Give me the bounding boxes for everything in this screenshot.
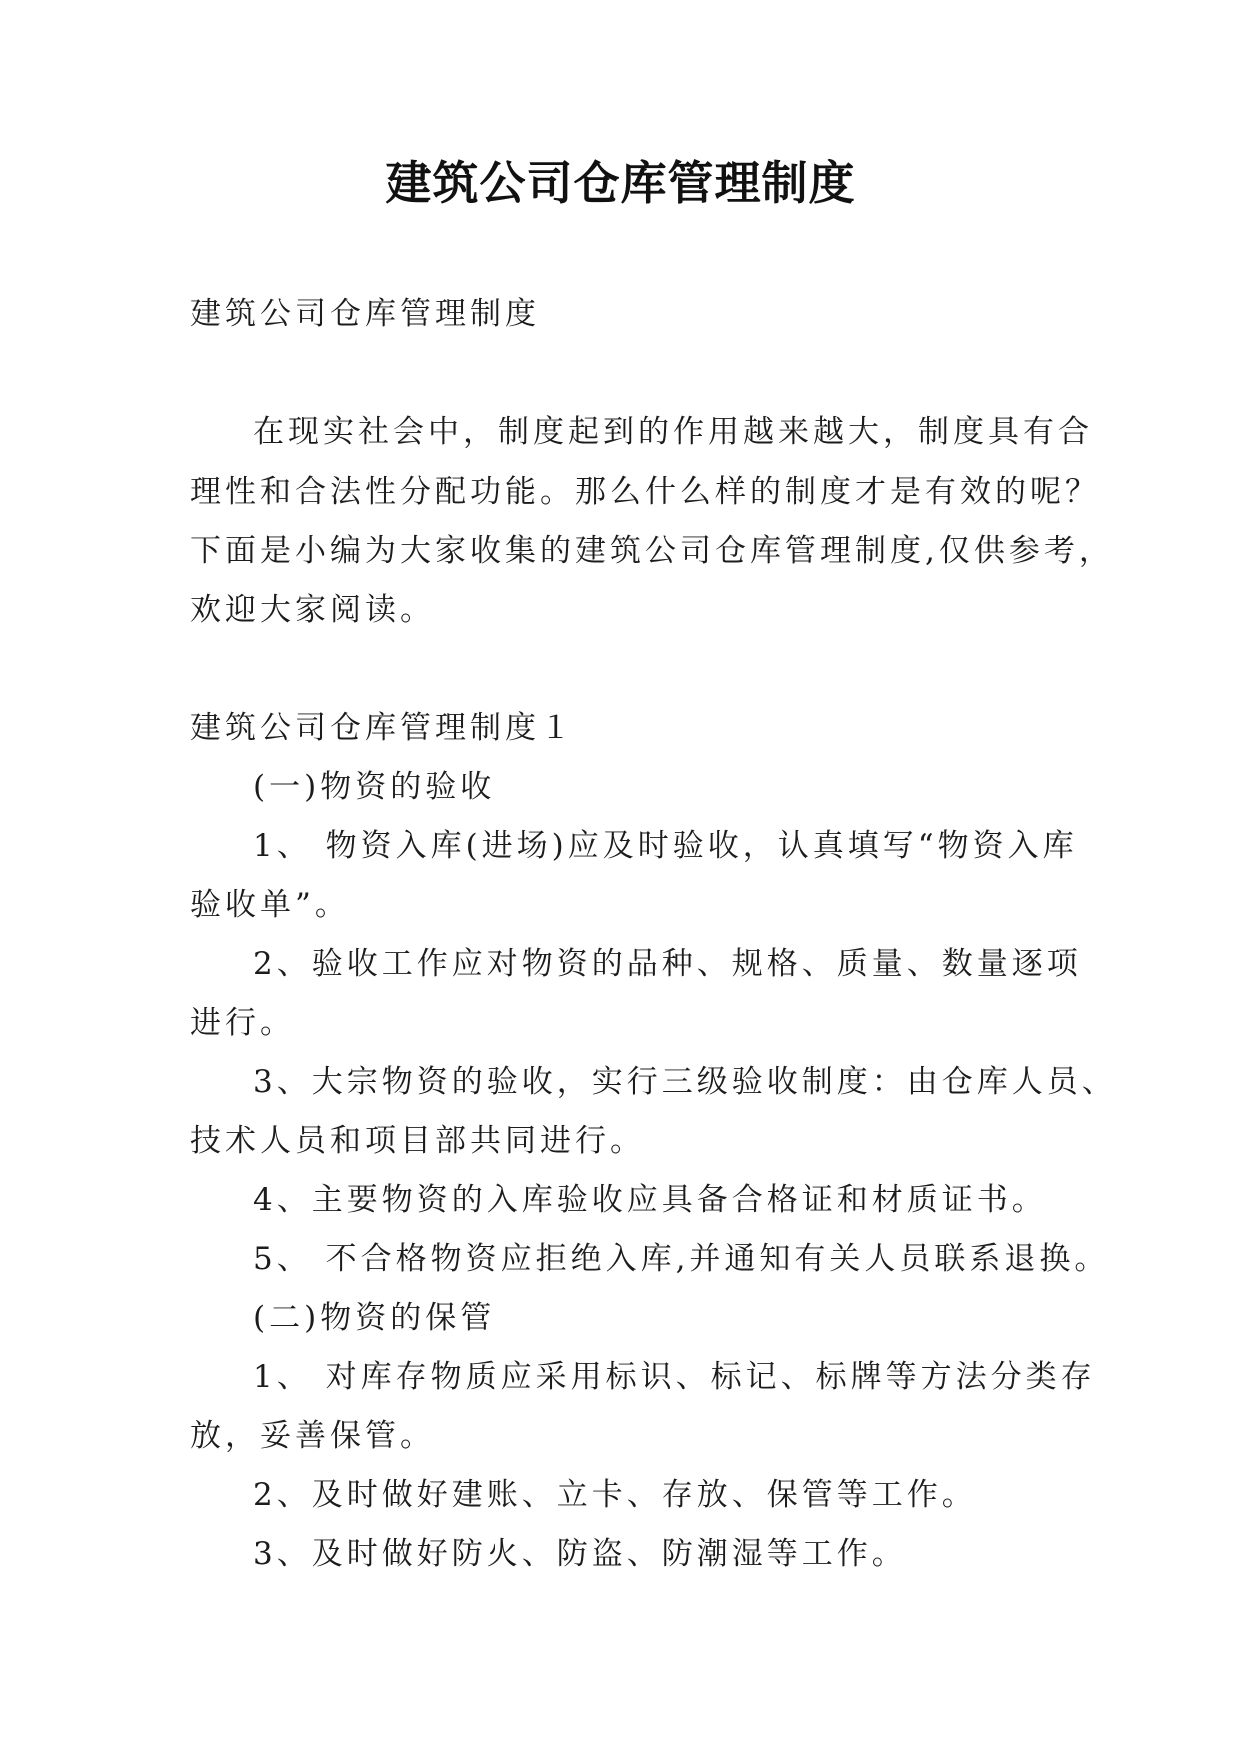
- list-item: 4、主要物资的入库验收应具备合格证和材质证书。: [253, 1182, 1047, 1218]
- list-item: 进行。: [190, 1005, 295, 1041]
- intro-line: 欢迎大家阅读。: [190, 592, 435, 628]
- list-item: 1、 对库存物质应采用标识、标记、标牌等方法分类存: [253, 1359, 1096, 1395]
- section-heading: 建筑公司仓库管理制度１: [190, 710, 575, 746]
- list-item: 2、验收工作应对物资的品种、规格、质量、数量逐项: [253, 946, 1082, 982]
- part-heading: (二)物资的保管: [253, 1300, 496, 1336]
- intro-line: 下面是小编为大家收集的建筑公司仓库管理制度,仅供参考，: [190, 533, 1114, 569]
- document-title: 建筑公司仓库管理制度: [385, 156, 856, 210]
- document-subtitle: 建筑公司仓库管理制度: [190, 296, 540, 332]
- list-item: 技术人员和项目部共同进行。: [190, 1123, 645, 1159]
- list-item: 放，妥善保管。: [190, 1418, 435, 1454]
- intro-line: 理性和合法性分配功能。那么什么样的制度才是有效的呢？: [190, 474, 1100, 510]
- list-item: 1、 物资入库(进场)应及时验收，认真填写“物资入库: [253, 828, 1078, 864]
- part-heading: (一)物资的验收: [253, 769, 496, 805]
- list-item: 3、及时做好防火、防盗、防潮湿等工作。: [253, 1536, 907, 1572]
- intro-line: 在现实社会中，制度起到的作用越来越大，制度具有合: [253, 414, 1093, 450]
- list-item: 2、及时做好建账、立卡、存放、保管等工作。: [253, 1477, 977, 1513]
- list-item: 5、 不合格物资应拒绝入库,并通知有关人员联系退换。: [253, 1241, 1110, 1277]
- list-item: 3、大宗物资的验收，实行三级验收制度：由仓库人员、: [253, 1064, 1117, 1100]
- list-item: 验收单”。: [190, 887, 350, 923]
